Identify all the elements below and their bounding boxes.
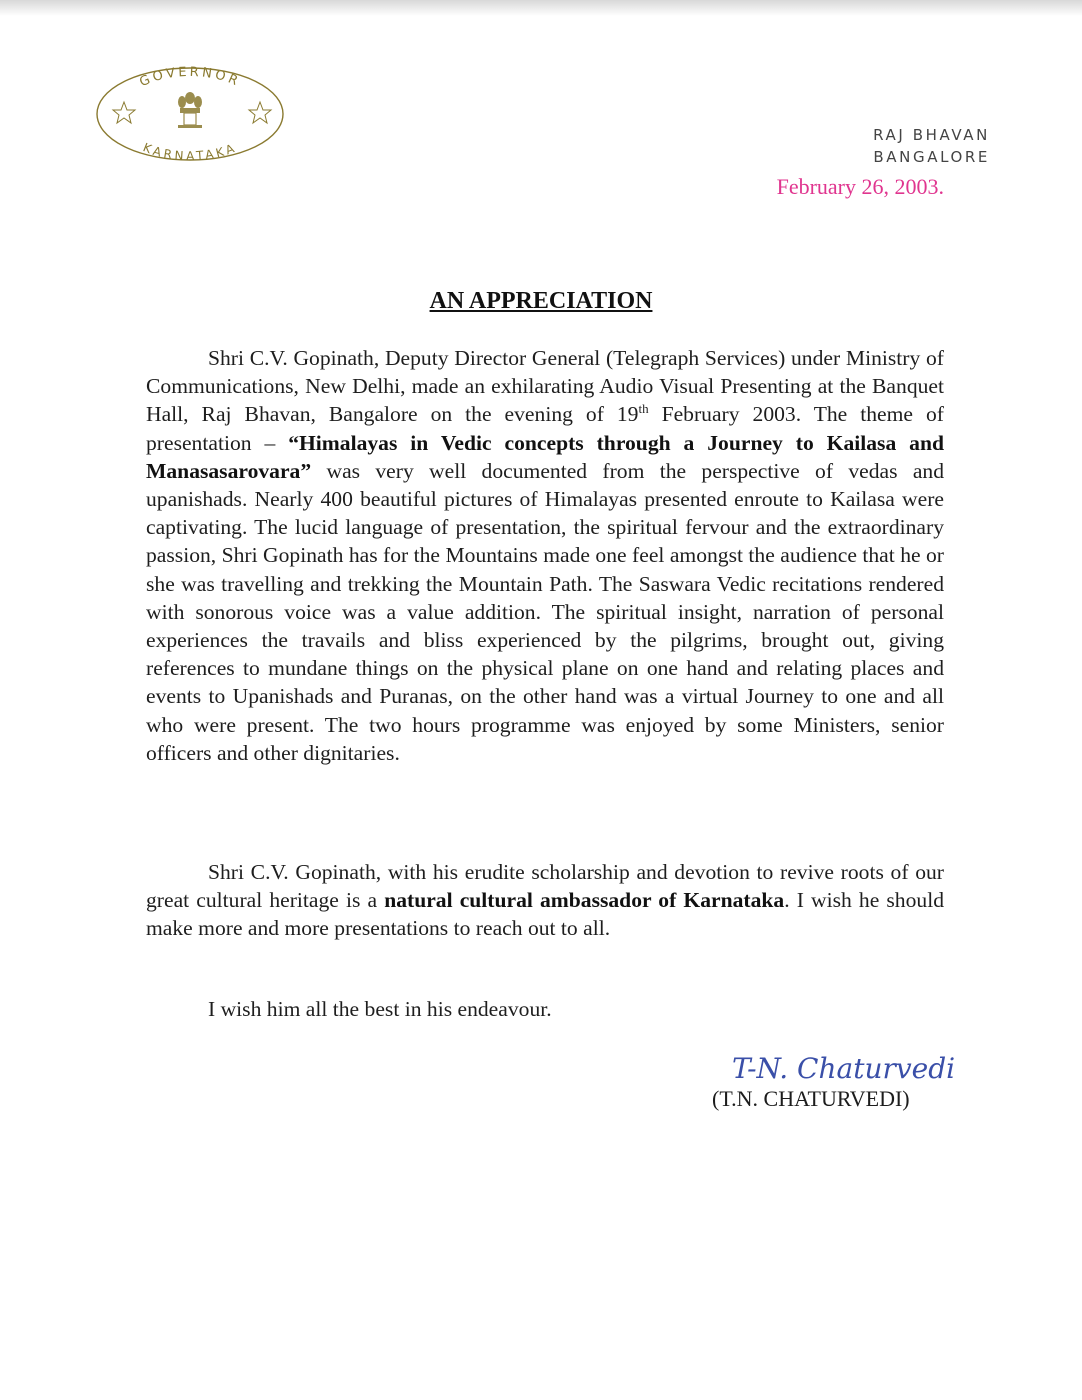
letterhead-line-2: BANGALORE [873,148,990,166]
ambassador-phrase: natural cultural ambassador of Karnataka [384,888,785,913]
scan-top-edge [0,0,1082,16]
paragraph-1-text-b: February 2003. The theme of presentation – [146,402,944,455]
paragraph-2-text-b: . I wish he should make more and more presentations to reach out to all. [146,888,944,941]
svg-text:GOVERNOR [137,65,242,90]
svg-text:KARNATAKA [141,140,239,163]
ordinal-suffix: th [638,401,649,417]
paragraph-2-text-a: Shri C.V. Gopinath, with his erudite scholarship and devotion to revive roots of our great cultural heritage is a [146,860,944,913]
handwritten-signature-icon [728,1046,998,1090]
paragraph-1 [146,344,944,767]
signature-text: T-N. Chaturvedi [732,1052,956,1085]
letterhead-line-1: RAJ BHAVAN [873,126,990,144]
paragraph-1-text-c: was very well documented from the perspective of vedas and upanishads. Nearly 400 beautiful pictures of Himalayas presented enroute to Kailasa were captivating. The lucid language of presentation, the spiritual fervour and the extraordinary passion, Shri Gopinath has for the Mountains made one feel amongst the audience that he or she was travelling and trekking the Mountain Path. The Saswara Vedic recitations rendered with sonorous voice was a value addition. The spiritual insight, narration of personal experiences the travails and bliss experienced by the pilgrims, brought out, giving references to mundane things on the physical plane on one hand and relating places and events to Upanishads and Puranas, on the other hand was a virtual Journey to one and all who were present. The two hours programme was enjoyed by some Ministers, senior officers and other dignitaries. [146,458,944,765]
seal-top-text: GOVERNOR [137,64,243,91]
letterhead-address [873,124,990,168]
paragraph-3 [146,995,944,1023]
letter-title: AN APPRECIATION [429,288,653,314]
letter-date: February 26, 2003. [776,174,944,199]
paragraph-1-text-a: Shri C.V. Gopinath, Deputy Director General (Telegraph Services) under Ministry of Communications, New Delhi, made an exhilarating Audio Visual Presenting at the Banquet Hall, Raj Bhavan, Bangalore on the evening of 19 [146,346,944,427]
presentation-theme: “Himalayas in Vedic concepts through a Journey to Kailasa and Manasasarovara” [146,430,944,483]
seal-bottom-text: KARNATAKA [141,140,239,164]
signer-name: (T.N. CHATURVEDI) [712,1086,910,1111]
paragraph-2 [146,858,944,943]
closing-wish: I wish him all the best in his endeavour. [208,997,552,1021]
governor-seal-icon [94,64,286,164]
